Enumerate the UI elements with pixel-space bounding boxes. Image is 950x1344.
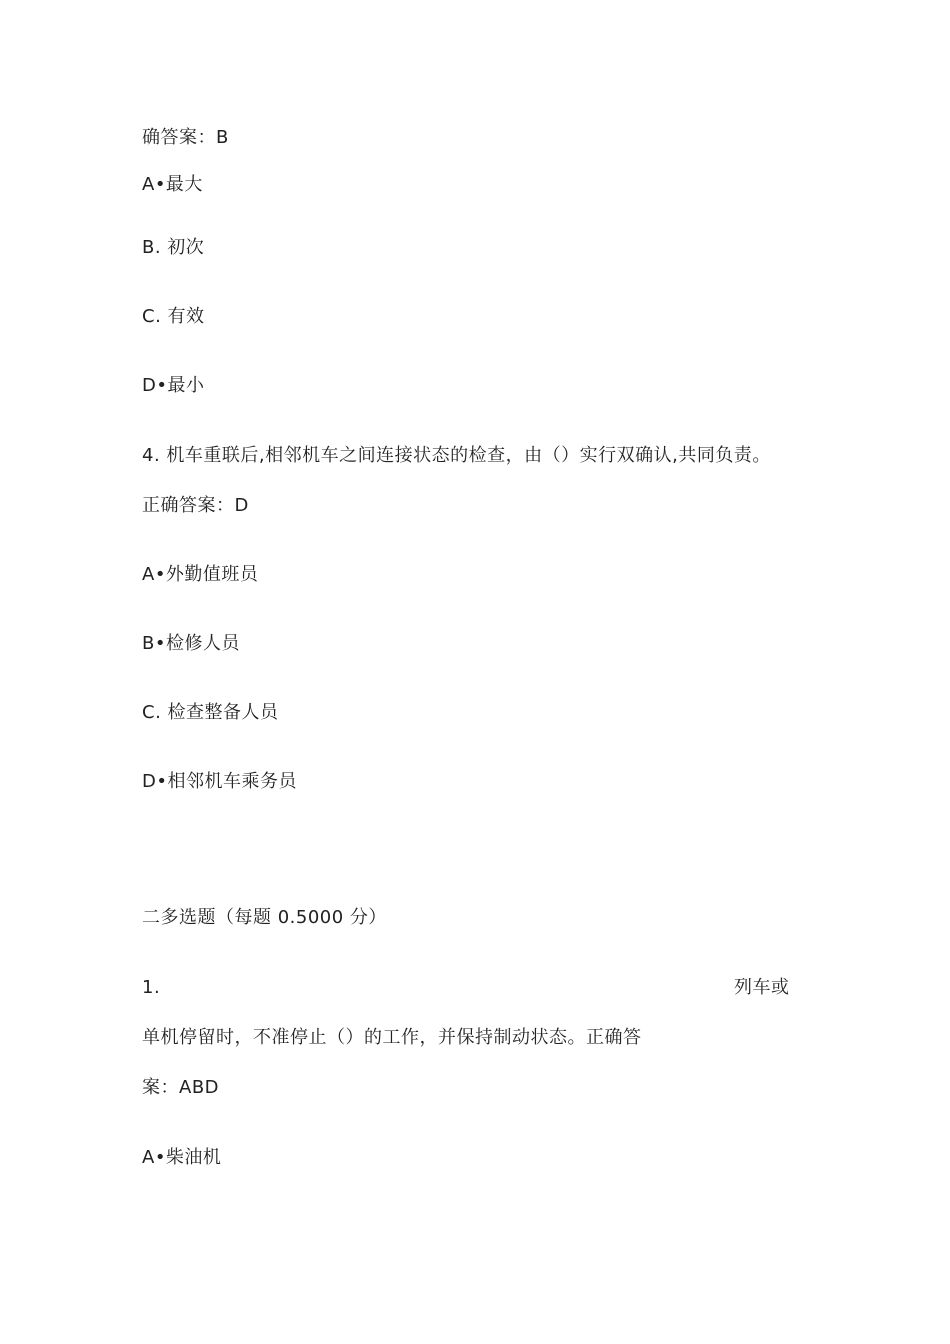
option-c: C. 检查整备人员 bbox=[142, 702, 279, 723]
option-c: C. 有效 bbox=[142, 306, 205, 327]
section-heading: 二多选题（每题 0.5000 分） bbox=[142, 907, 387, 928]
question-number: 1. bbox=[142, 977, 161, 998]
question-text: 单机停留时，不准停止（）的工作，并保持制动状态。正确答 bbox=[142, 1027, 642, 1048]
option-a: A•最大 bbox=[142, 174, 203, 195]
question-text-fragment: 列车或 bbox=[734, 977, 790, 998]
question-text: 4. 机车重联后,相邻机车之间连接状态的检查，由（）实行双确认,共同负责。 bbox=[142, 445, 771, 466]
option-a: A•外勤值班员 bbox=[142, 564, 259, 585]
answer-line: 案：ABD bbox=[142, 1077, 220, 1098]
answer-line: 正确答案：D bbox=[142, 495, 249, 516]
option-b: B. 初次 bbox=[142, 237, 205, 258]
option-d: D•最小 bbox=[142, 375, 205, 396]
answer-line: 确答案：B bbox=[142, 127, 229, 148]
option-b: B•检修人员 bbox=[142, 633, 240, 654]
option-d: D•相邻机车乘务员 bbox=[142, 771, 297, 792]
option-a: A•柴油机 bbox=[142, 1147, 222, 1168]
